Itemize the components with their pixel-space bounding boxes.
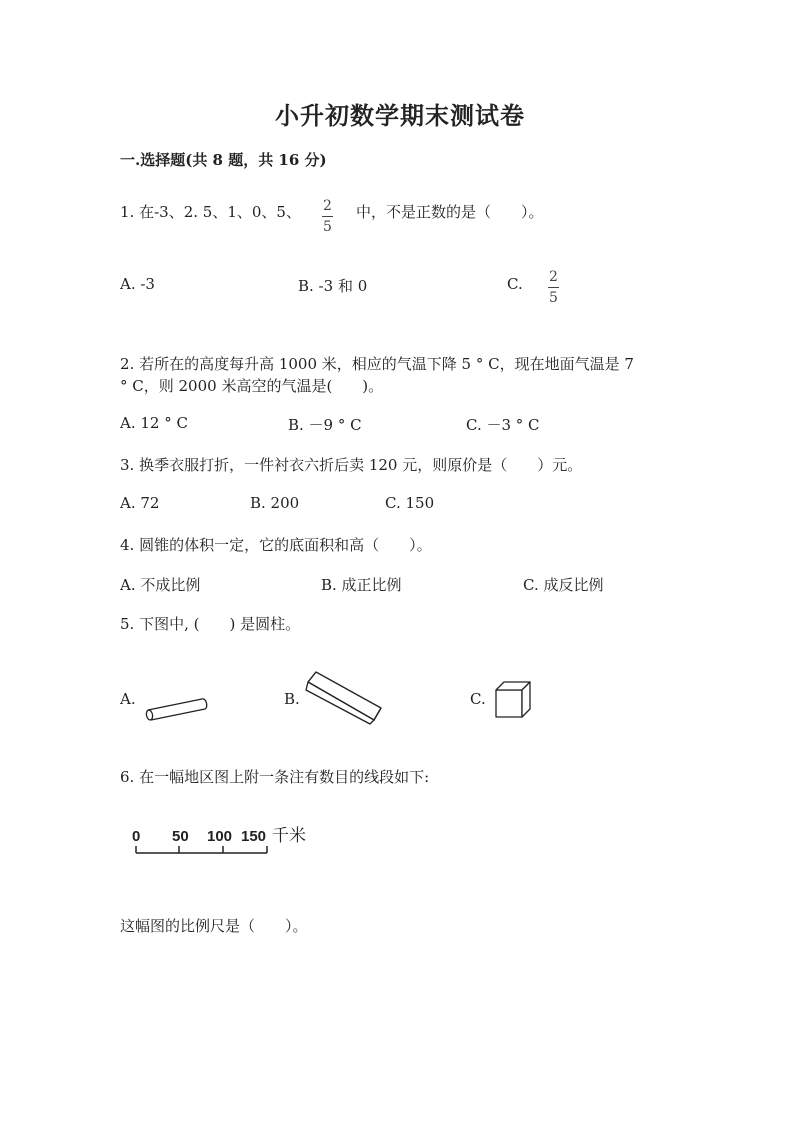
question-1-option-a: A. -3: [120, 275, 155, 293]
section-heading: 一.选择题(共 8 题，共 16 分): [120, 151, 327, 169]
question-6-answer: 这幅图的比例尺是（ ）。: [120, 917, 308, 935]
triangular-prism-figure: [306, 670, 382, 726]
fraction-numerator: 2: [323, 198, 332, 214]
question-4-option-b: B. 成正比例: [321, 576, 402, 594]
question-6-text: 6. 在一幅地区图上附一条注有数目的线段如下:: [120, 768, 430, 786]
page-title: 小升初数学期末测试卷: [275, 101, 525, 130]
question-1-option-c-fraction: [548, 266, 559, 306]
scale-label-50: 50: [172, 828, 189, 845]
scale-unit: 千米: [272, 826, 306, 845]
question-1-prefix: 1. 在-3、2. 5、1、0、5、: [120, 203, 301, 221]
question-2-option-a: A. 12 ° C: [120, 414, 188, 432]
question-1-option-c: C.: [507, 275, 523, 293]
question-2-line1: 2. 若所在的高度每升高 1000 米，相应的气温下降 5 ° C，现在地面气温是 7: [120, 355, 634, 373]
question-5-option-b: B.: [284, 690, 300, 708]
cube-figure: [494, 680, 534, 720]
map-scale-bar: [128, 826, 328, 860]
question-3-option-a: A. 72: [120, 494, 160, 512]
scale-label-100: 100: [207, 828, 233, 845]
scale-label-0: 0: [132, 828, 141, 845]
fraction-bar: [548, 287, 559, 288]
fraction-bar: [322, 216, 333, 217]
question-3-text: 3. 换季衣服打折，一件衬衣六折后卖 120 元，则原价是（ ）元。: [120, 456, 583, 474]
question-1-option-b: B. -3 和 0: [298, 277, 368, 295]
question-2-line2: ° C，则 2000 米高空的气温是( )。: [120, 377, 384, 395]
scale-label-150: 150: [241, 828, 267, 845]
question-1-fraction: [322, 195, 333, 235]
question-2-option-b: B. －9 ° C: [288, 416, 362, 434]
fraction-denominator: 5: [549, 290, 558, 306]
question-5-option-c: C.: [470, 690, 486, 708]
question-3-option-c: C. 150: [385, 494, 435, 512]
question-1-suffix: 中，不是正数的是（ ）。: [356, 203, 544, 221]
thin-cylinder-figure: [143, 695, 209, 723]
question-5-text: 5. 下图中, ( ) 是圆柱。: [120, 615, 301, 633]
question-3-option-b: B. 200: [250, 494, 300, 512]
question-5-option-a: A.: [120, 690, 136, 708]
question-2-option-c: C. －3 ° C: [466, 416, 540, 434]
question-4-text: 4. 圆锥的体积一定，它的底面积和高（ ）。: [120, 536, 432, 554]
question-4-option-c: C. 成反比例: [523, 576, 604, 594]
fraction-numerator: 2: [549, 269, 558, 285]
question-4-option-a: A. 不成比例: [120, 576, 201, 594]
fraction-denominator: 5: [323, 219, 332, 235]
